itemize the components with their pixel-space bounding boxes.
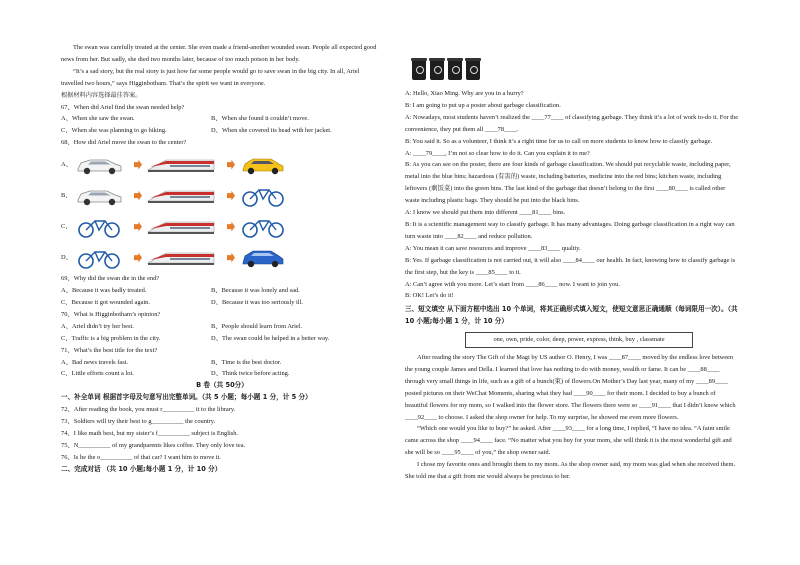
garbage-bin-icon [466, 60, 480, 80]
options-67 [61, 113, 383, 125]
instruction: 根据材料内容选择最佳答案。 [61, 91, 142, 99]
taxi-icon [239, 154, 287, 176]
blue-car-icon [239, 247, 287, 269]
question-69: 69、Why did the swan die in the end? [61, 275, 160, 283]
option-letter: C、 [61, 222, 72, 230]
arrow-icon [227, 191, 235, 201]
train-icon [146, 247, 216, 269]
train-icon [146, 216, 216, 238]
option-c[interactable]: C、Traffic is a big problem in the city. [61, 334, 161, 342]
passage-paragraph: After reading the story The Gift of the Magi by US author O. Henry, I was ____87____ moved by the endless love between the young couple James and Della. I learned that love has nothing to do with money, wealth or fame. It can be ____88____ through very small things in life, such as a gift of a bunch(束) of flowers.On Mother’s Day last year, many of my ____89____ posted pictures on their WeChat Moments, sharing what they had ____90____ for their mom. I decided to buy a bunch of beautiful flowers for my mom, so I walked into the flower store. The flowers there were so ____91____ that I didn’t know which ____92____ to choose. I asked the shop owner for help. To my surprise, he showed me even more flowers. [405, 354, 736, 421]
dialogue-line: A: ____79____, I’m not so clear how to do it. Can you explain it to me? [405, 149, 590, 157]
passage-paragraph: The swan was carefully treated at the center. She even made a friend-another wounded swan. People all expected good news from her. But sadly, she died two months later, because of too much poison in her body. [61, 44, 377, 63]
question-71: 71、What’s the best title for the text? [61, 346, 158, 354]
option-a[interactable]: A、Bad news travels fast. [61, 358, 129, 366]
options-71 [61, 357, 383, 369]
option-c-row[interactable] [61, 211, 383, 242]
arrow-icon [134, 160, 142, 170]
bicycle-icon [75, 247, 123, 269]
arrow-icon [134, 191, 142, 201]
option-b-row[interactable] [61, 180, 383, 211]
option-d[interactable]: D、Think twice before acting. [211, 370, 290, 378]
options-69 [61, 285, 383, 297]
dialogue-line: A: Can’t agree with you more. Let’s start from ____86____ now. I want to join you. [405, 280, 620, 288]
option-c[interactable]: C、Little efforts count a lot. [61, 370, 134, 378]
option-d[interactable]: D、When she covered its head with her jacket. [211, 127, 332, 135]
option-d-row[interactable] [61, 242, 383, 273]
dialogue-line: B: OK! Let’s do it! [405, 292, 454, 300]
passage-paragraph: “Which one would you like to buy?” he asked. After ____93____ for a long time, I replied, “I have no idea. “A faint smile came across the shop ____94____ face. “No matter what you buy for your mom, she will think it is the most wonderful gift and she will be so ____95____ of you,” the shop owner said. [405, 425, 732, 457]
options-67 [61, 125, 383, 137]
option-b[interactable]: B、Time is the best doctor. [211, 358, 282, 366]
bicycle-icon [239, 185, 287, 207]
section-heading: 二、完成对话 （共 10 小题;每小题 1 分，计 10 分） [61, 464, 222, 473]
passage-paragraph: “It’s a sad story, but the real story is just how far some people would go to save swan in the big city. In all, Ariel travelled two hours,” says Higginbotham. That’s the spirit we want in everyone. [61, 67, 360, 87]
question-67: 67、When did Ariel find the swan needed help? [61, 103, 185, 111]
option-b[interactable]: B、When she found it couldn’t move. [211, 115, 309, 123]
question-68: 68、How did Ariel move the swan to the center? [61, 139, 187, 147]
question-75[interactable]: 75、N__________ of my grandparents likes coffee. They only love tea. [61, 441, 246, 449]
dialogue-line: A: Nowadays, most students haven’t realized the ____77____ of classifying garbage. They think it’s a lot of work to-do it. For the convenience, they put them all ____78____. [405, 113, 739, 133]
arrow-icon [227, 222, 235, 232]
section-heading: 一、补全单词 根据首字母及句意写出完整单词。（共 5 小题；每小题 1 分，计 5 分） [61, 393, 312, 402]
options-69 [61, 297, 383, 309]
dialogue-line: A: Hello, Xiao Ming. Why are you in a hurry? [405, 90, 524, 97]
option-c[interactable]: C、When she was planning to go hiking. [61, 127, 167, 135]
passage-paragraph: I chose my favorite ones and brought them to my mom. As the shop owner said, my mom was glad when she received them. She told me that a gift from me would always be precious to her. [405, 461, 736, 481]
option-d[interactable]: D、Because it was too seriously ill. [211, 298, 303, 306]
dialogue-line: A: I know we should put them into different ____81____ bins. [405, 209, 566, 217]
bicycle-icon [239, 216, 287, 238]
garbage-bin-icon [448, 60, 462, 80]
option-d[interactable]: D、The swan could be helped in a better way. [211, 334, 330, 342]
bicycle-icon [75, 216, 123, 238]
section-heading: 三、短文填空 从下面方框中选出 10 个单词，将其正确形式填入短文，使短文意思正确通顺（每词限用一次）。（共 10 小题;每小题 1 分，计 10 分） [405, 305, 738, 326]
option-a[interactable]: A、Ariel didn’t try her best. [61, 322, 134, 330]
dialogue-line: B: I am going to put up a poster about garbage classification. [405, 101, 561, 109]
white-car-icon [75, 185, 123, 207]
garbage-bin-icon [412, 60, 426, 80]
question-70: 70、What is Higginbotham’s opinion? [61, 310, 161, 318]
options-71 [61, 368, 383, 380]
section-b-title: B 卷（共 50分） [196, 381, 248, 390]
option-c[interactable]: C、Because it got wounded again. [61, 298, 150, 306]
dialogue-line: B: Yes. If garbage classification is not carried out, it will also ____84____ our health. In fact, knowing how to classify garbage is the first step, but the key is ____85____ to it. [405, 256, 736, 276]
question-72[interactable]: 72、After reading the book, you must r__________ it to the library. [61, 406, 236, 414]
option-letter: A、 [61, 160, 73, 168]
word-bank-box: one, own, pride, color, deep, power, express, think, buy , classmate [465, 332, 693, 348]
left-column [61, 42, 383, 476]
arrow-icon [134, 222, 142, 232]
question-73[interactable]: 73、Soldiers will try their best to g__________ the country. [61, 418, 216, 426]
dialogue-line: B: As you can see on the poster, there are four kinds of garbage classification. We should put recyclable waste, including paper, metal into the blue bins; hazardous (有害的) waste, including batteries, medicine into the red bins; kitchen waste, including leftovers (剩饭菜) into the green bins. The last kind of the garbage that doesn’t belong to the first ____80____ is called other waste including plastic bags. They should be put into the black bins. [405, 161, 731, 205]
question-74[interactable]: 74、I like math best, but my sister’s f__________ subject is English. [61, 429, 239, 437]
train-icon [146, 185, 216, 207]
dialogue-line: B: It is a scientific management way to classify garbage. It has many advantages. Doing garbage classification in a right way can turn waste into ____82____ and reduce pollution. [405, 220, 735, 240]
options-70 [61, 333, 383, 345]
option-a[interactable]: A、Because it was badly treated. [61, 287, 147, 295]
option-b[interactable]: B、Because it was lonely and sad. [211, 287, 300, 295]
garbage-bins-image [412, 60, 739, 82]
question-76[interactable]: 76、Is he the o__________ of that car? I want him to move it. [61, 453, 221, 461]
option-a[interactable]: A、When she saw the swan. [61, 115, 135, 123]
option-letter: B、 [61, 191, 72, 199]
arrow-icon [227, 160, 235, 170]
dialogue-line: A: You mean it can save resources and improve ____83____ quality. [405, 244, 581, 252]
dialogue-line: B: You said it. So as a volunteer, I think it’s a right time for us to call on more students to know how to classify garbage. [405, 137, 713, 145]
options-70 [61, 321, 383, 333]
option-a-row[interactable] [61, 149, 383, 180]
column-divider [394, 0, 395, 565]
garbage-bin-icon [430, 60, 444, 80]
arrow-icon [134, 253, 142, 263]
option-b[interactable]: B、People should learn from Ariel. [211, 322, 303, 330]
option-letter: D、 [61, 253, 73, 261]
train-icon [146, 154, 216, 176]
white-car-icon [75, 154, 123, 176]
arrow-icon [227, 253, 235, 263]
right-column [405, 40, 739, 483]
